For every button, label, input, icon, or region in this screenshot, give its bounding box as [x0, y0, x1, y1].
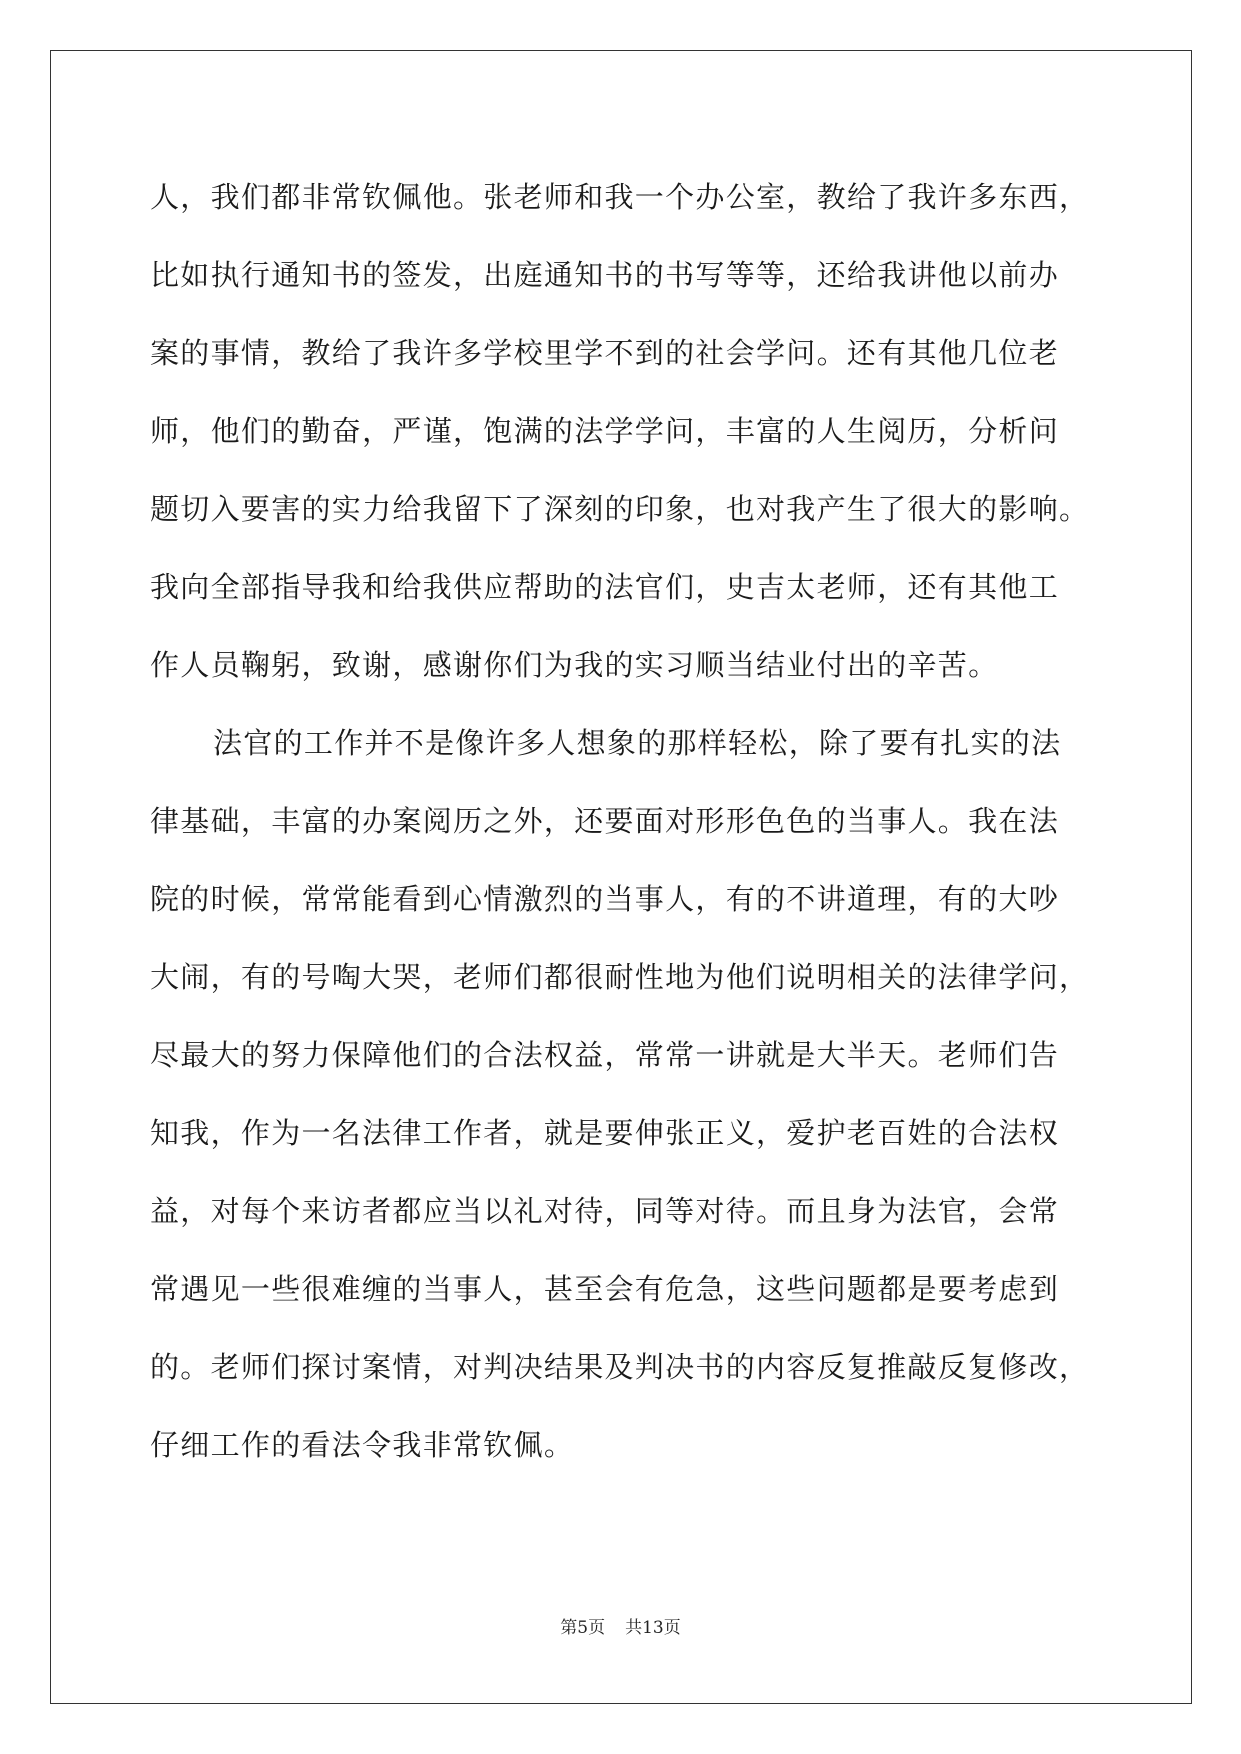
- total-pages: 共13页: [625, 1618, 681, 1638]
- text-line: 大闹，有的号啕大哭，老师们都很耐性地为他们说明相关的法律学问，: [150, 960, 1090, 994]
- paragraph-2: [150, 704, 1095, 1484]
- text-line: 知我，作为一名法律工作者，就是要伸张正义，爱护老百姓的合法权: [150, 1116, 1060, 1150]
- text-line: 比如执行通知书的签发，出庭通知书的书写等等，还给我讲他以前办: [150, 258, 1060, 292]
- text-line: 人，我们都非常钦佩他。张老师和我一个办公室，教给了我许多东西，: [150, 180, 1090, 214]
- text-line: 的。老师们探讨案情，对判决结果及判决书的内容反复推敲反复修改，: [150, 1350, 1090, 1384]
- text-line: 律基础，丰富的办案阅历之外，还要面对形形色色的当事人。我在法: [150, 804, 1060, 838]
- text-line: 题切入要害的实力给我留下了深刻的印象，也对我产生了很大的影响。: [150, 492, 1090, 526]
- page-footer: [0, 1613, 1241, 1638]
- text-line: 师，他们的勤奋，严谨，饱满的法学学问，丰富的人生阅历，分析问: [150, 414, 1060, 448]
- text-line: 案的事情，教给了我许多学校里学不到的社会学问。还有其他几位老: [150, 336, 1060, 370]
- text-line: 我向全部指导我和给我供应帮助的法官们，史吉太老师，还有其他工: [150, 570, 1060, 604]
- text-line: 院的时候，常常能看到心情激烈的当事人，有的不讲道理，有的大吵: [150, 882, 1060, 916]
- page-number: 第5页: [560, 1618, 606, 1638]
- document-body: [150, 158, 1095, 1484]
- text-line: 尽最大的努力保障他们的合法权益，常常一讲就是大半天。老师们告: [150, 1038, 1060, 1072]
- text-line: 常遇见一些很难缠的当事人，甚至会有危急，这些问题都是要考虑到: [150, 1272, 1060, 1306]
- text-line: 仔细工作的看法令我非常钦佩。: [150, 1428, 575, 1462]
- text-line: 益，对每个来访者都应当以礼对待，同等对待。而且身为法官，会常: [150, 1194, 1060, 1228]
- text-line: 法官的工作并不是像许多人想象的那样轻松，除了要有扎实的法: [213, 726, 1062, 760]
- text-line: 作人员鞠躬，致谢，感谢你们为我的实习顺当结业付出的辛苦。: [150, 648, 999, 682]
- paragraph-1: [150, 158, 1095, 704]
